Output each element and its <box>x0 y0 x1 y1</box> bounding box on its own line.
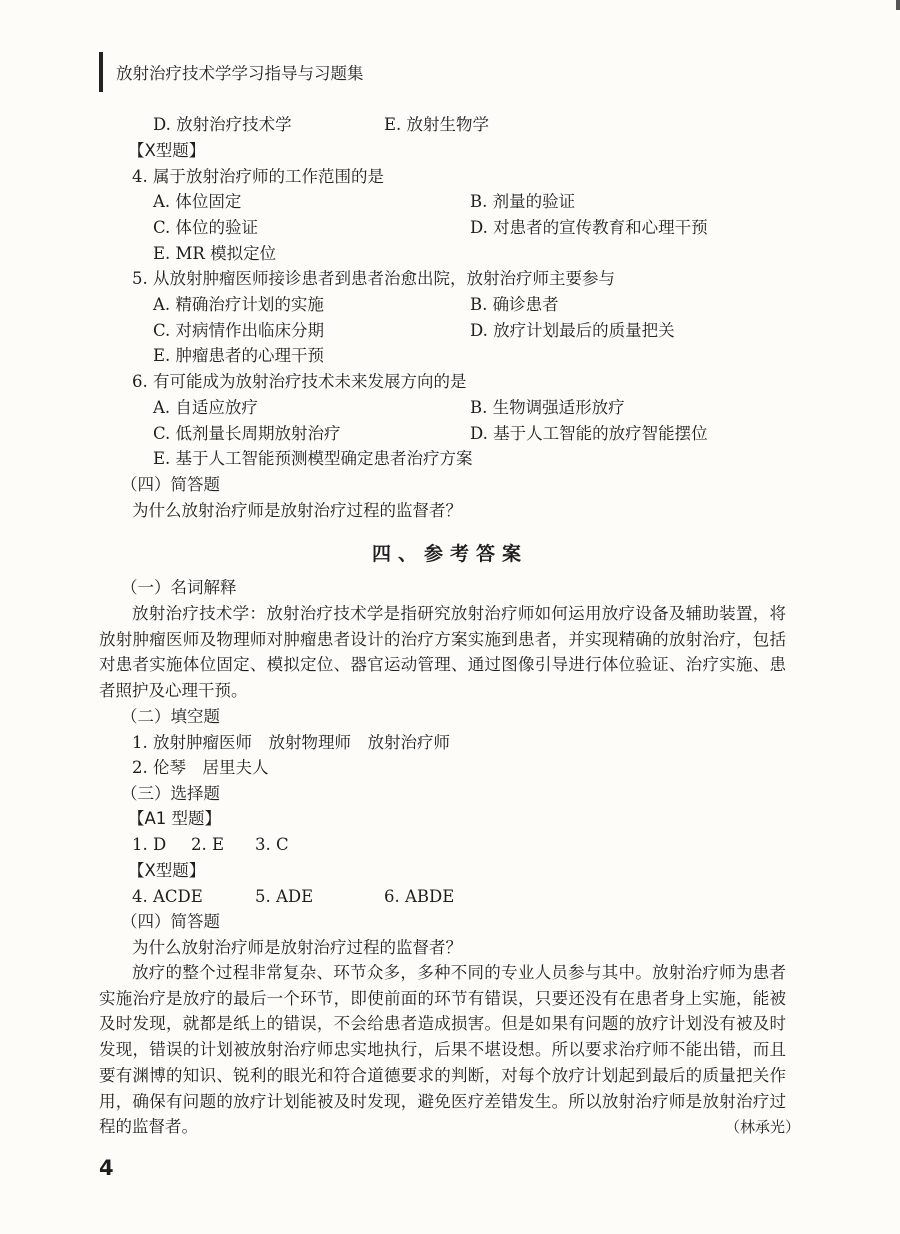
question-4-option-e: E. MR 模拟定位 <box>153 244 277 263</box>
question-4-option-b: B. 剂量的验证 <box>470 192 576 211</box>
question-6-stem: 6. 有可能成为放射治疗技术未来发展方向的是 <box>132 372 467 391</box>
question-5-option-d: D. 放疗计划最后的质量把关 <box>470 321 675 340</box>
question-4-stem: 4. 属于放射治疗师的工作范围的是 <box>132 167 384 186</box>
header-title: 放射治疗技术学学习指导与习题集 <box>116 64 364 83</box>
a1-type-heading: 【A1 型题】 <box>128 809 222 828</box>
question-4-option-c: C. 体位的验证 <box>153 218 259 237</box>
page-number: 4 <box>99 1156 114 1180</box>
x-answer-5: 5. ADE <box>255 887 314 906</box>
x-type-answers-heading: 【Ⅹ型题】 <box>128 861 206 880</box>
x-type-heading: 【Ⅹ型题】 <box>128 141 206 160</box>
term-heading: （一）名词解释 <box>121 578 237 597</box>
page-corner-mark <box>896 0 900 10</box>
question-6-option-a: A. 自适应放疗 <box>153 398 258 417</box>
fill-heading: （二）填空题 <box>121 707 220 726</box>
a1-answer-1: 1. D <box>132 835 167 854</box>
question-6-option-c: C. 低剂量长周期放射治疗 <box>153 424 341 443</box>
option-e: E. 放射生物学 <box>384 115 490 134</box>
question-5-option-c: C. 对病情作出临床分期 <box>153 321 325 340</box>
short-answer-key-text: 放疗的整个过程非常复杂、环节众多，多种不同的专业人员参与其中。放射治疗师为患者实施治疗是放疗的最后一个环节，即使前面的环节有错误，只要还没有在患者身上实施，能被及时发现，就都是纸上的错误，不会给患者造成损害。但是如果有问题的放疗计划没有被及时发现，错误的计划被放射治疗师忠实地执行，后果不堪设想。所以要求治疗师不能出错，而且要有渊博的知识、锐利的眼光和符合道德要求的判断，对每个放疗计划起到最后的质量把关作用，确保有问题的放疗计划能被及时发现，避免医疗差错发生。所以放射治疗师是放射治疗过程的监督者。 <box>99 963 786 1137</box>
question-6-option-b: B. 生物调强适形放疗 <box>470 398 625 417</box>
x-answer-6: 6. ABDE <box>384 887 455 906</box>
question-5-option-a: A. 精确治疗计划的实施 <box>153 295 324 314</box>
question-6-option-e: E. 基于人工智能预测模型确定患者治疗方案 <box>153 449 473 468</box>
answers-section-title: 四、参考答案 <box>371 543 528 565</box>
fill-answer-2: 2. 伦琴 居里夫人 <box>132 758 269 777</box>
a1-answer-3: 3. C <box>255 835 289 854</box>
short-answer-key-question: 为什么放射治疗师是放射治疗过程的监督者？ <box>132 938 462 957</box>
question-4-option-d: D. 对患者的宣传教育和心理干预 <box>470 218 708 237</box>
x-answer-4: 4. ACDE <box>132 887 203 906</box>
short-answer-question: 为什么放射治疗师是放射治疗过程的监督者？ <box>132 501 462 520</box>
question-6-option-d: D. 基于人工智能的放疗智能摆位 <box>470 424 708 443</box>
fill-answer-1: 1. 放射肿瘤医师 放射物理师 放射治疗师 <box>132 733 450 752</box>
choice-heading: （三）选择题 <box>121 784 220 803</box>
question-5-option-e: E. 肿瘤患者的心理干预 <box>153 346 325 365</box>
author-signature: （林承光） <box>724 1118 800 1136</box>
option-d: D. 放射治疗技术学 <box>153 115 292 134</box>
question-5-stem: 5. 从放射肿瘤医师接诊患者到患者治愈出院，放射治疗师主要参与 <box>132 269 615 288</box>
short-answer-key-heading: （四）简答题 <box>121 912 220 931</box>
a1-answer-2: 2. E <box>191 835 225 854</box>
question-5-option-b: B. 确诊患者 <box>470 295 559 314</box>
term-definition: 放射治疗技术学：放射治疗技术学是指研究放射治疗师如何运用放疗设备及辅助装置，将放射肿瘤医师及物理师对肿瘤患者设计的治疗方案实施到患者，并实现精确的放射治疗，包括对患者实施体位固定、模拟定位、器官运动管理、通过图像引导进行体位验证、治疗实施、患者照护及心理干预。 <box>99 604 786 701</box>
short-answer-heading: （四）简答题 <box>121 475 220 494</box>
header-bar <box>99 52 103 92</box>
question-4-option-a: A. 体位固定 <box>153 192 242 211</box>
